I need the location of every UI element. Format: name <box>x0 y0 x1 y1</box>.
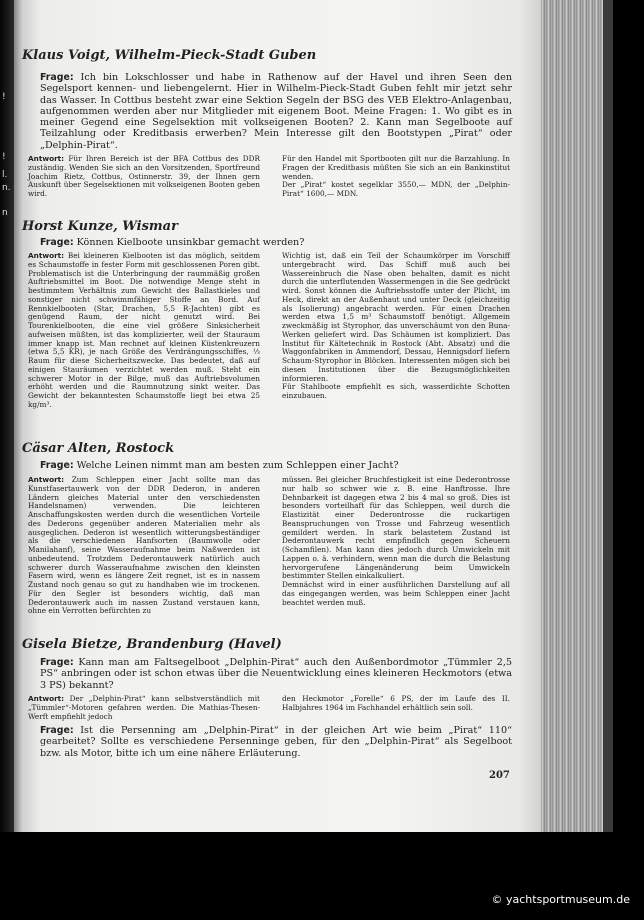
question-label: Frage: <box>40 460 74 471</box>
page-number: 207 <box>489 770 510 781</box>
answer-label: Antwort: <box>28 251 65 260</box>
left-margin-fragment: n. <box>2 183 11 193</box>
question-label: Frage: <box>40 237 74 248</box>
question-body: Ist die Persenning am „Delphin-Pirat“ in der gleichen Art wie beim „Pirat“ 110“ gearbeitet? Sollte es verschiedene Persenninge geben, für den „Delphin-Pirat“ als Segelboot bzw. als Motor, bitte ich um eine nähere Erläuterung. <box>40 725 512 759</box>
answer-right-column: müssen. Bei gleicher Bruchfestigkeit ist eine Dederontrosse nur halb so schwer wie z. B. eine Hanftrosse. Ihre Dehnbarkeit ist dagegen etwa 2 bis 4 mal so groß. Dies ist besonders vorteilhaft für das Schleppen, weil durch die Elastizität einer Dederontrosse die ruckartigen Beanspruchungen von Trosse und Fahrzeug wesentlich gemildert werden. In stark belastetem Zustand ist Dederontauwerk recht empfindlich gegen Scheuern (Schamfilen). Man kann dies jedoch durch Umwickeln mit Lappen o. ä. verhindern, wenn man die durch die Belastung hervorgerufene Längenänderung beim Umwickeln bestimmter Stellen einkalkuliert. Demnächst wird in einer ausführlichen Darstellung auf all das eingegangen werden, was beim Schleppen einer Jacht beachtet werden muß. <box>282 475 510 607</box>
answer-body: Für Ihren Bereich ist der BFA Cottbus des DDR zuständig. Wenden Sie sich an den Vorsitzenden, Sportfreund Joachim Rietz, Cottbus, Ostinnerstr. 39, der Ihnen gern Auskunft über Segelsektionen mit volkseigenen Booten geben wird. <box>28 154 260 198</box>
answer-left-column <box>28 695 260 721</box>
page-edges-stack <box>541 0 603 832</box>
question-text <box>40 460 512 471</box>
answer-label: Antwort: <box>28 154 65 163</box>
question-text <box>40 725 512 759</box>
answer-right-column: Wichtig ist, daß ein Teil der Schaumkörper im Vorschiff untergebracht wird. Das Schiff muß auch bei Wassereinbruch die Nase oben behalten, damit es nicht durch die unterflutenden Wassermengen in die See gedrückt wird. Sonst können die Auftriebsstoffe unter der Plicht, im Heck, direkt an der Außenhaut und unter Deck (gleichzeitig als Isolierung) angebracht werden. Für einen Drachen werden etwa 1,5 m³ Schaumstoff benötigt. Allgemein zweckmäßig ist Styrophor, das unverschäumt von den Buna-Werken geliefert wird. Das Schäumen ist kompliziert. Das Institut für Kältetechnik in Rostock (Abt. Absatz) und die Waggonfabriken in Ammendorf, Dessau, Hennigsdorf liefern Schaum-Styrophor in Blöcken. Interessenten mögen sich bei diesen Institutionen über die Bezugsmöglichkeiten informieren. Für Stahlboote empfiehlt es sich, wasserdichte Schotten einzubauen. <box>282 251 510 400</box>
page-left-shadow <box>0 0 14 832</box>
question-text <box>40 72 512 151</box>
question-text <box>40 657 512 691</box>
question-body: Können Kielboote unsinkbar gemacht werden? <box>73 237 305 248</box>
left-margin-fragment: ! <box>2 152 6 162</box>
answer-left-column <box>28 252 260 410</box>
section-header: Cäsar Alten, Rostock <box>22 441 175 456</box>
question-body: Welche Leinen nimmt man am besten zum Schleppen einer Jacht? <box>73 460 399 471</box>
copyright-watermark: © yachtsportmuseum.de <box>491 893 630 906</box>
book-binding <box>603 0 613 832</box>
question-label: Frage: <box>40 657 74 668</box>
question-text <box>40 237 512 248</box>
section-header: Horst Kunze, Wismar <box>22 219 178 234</box>
question-body: Ich bin Lokschlosser und habe in Rathenow auf der Havel und ihren Seen den Segelsport kennen- und liebengelernt. Hier in Wilhelm-Pieck-Stadt Guben fehlt mir jetzt sehr das Wasser. In Cottbus besteht zwar eine Sektion Segeln der BSG des VEB Elektro-Anlagenbau, aufgenommen werden aber nur Mitglieder mit eigenem Boot. Meine Fragen: 1. Wo gibt es in meiner Gegend eine Segelsektion mit volkseigenen Booten? 2. Kann man Segelboote auf Teilzahlung oder Kreditbasis erwerben? Mein Interesse gilt den Bootstypen „Pirat“ oder „Delphin-Pirat“. <box>40 72 512 151</box>
answer-right-column: Für den Handel mit Sportbooten gilt nur die Barzahlung. In Fragen der Kreditbasis müßten Sie sich an ein Bankinstitut wenden. Der „Pirat“ kostet segelklar 3550,— MDN, der „Delphin-Pirat“ 1600,— MDN. <box>282 154 510 198</box>
answer-label: Antwort: <box>28 694 65 703</box>
question-body: Kann man am Faltsegelboot „Delphin-Pirat“ auch den Außenbordmotor „Tümmler 2,5 PS“ anbringen oder ist schon etwas über die Neuentwicklung eines kleineren Heckmotors (etwa 3 PS) bekannt? <box>40 657 512 691</box>
question-label: Frage: <box>40 72 74 83</box>
answer-body: Der „Delphin-Pirat“ kann selbstverständlich mit „Tümmler“-Motoren gefahren werden. Die Mathias-Thesen-Werft empfiehlt jedoch <box>28 694 260 721</box>
answer-left-column <box>28 155 260 199</box>
section-header: Klaus Voigt, Wilhelm-Pieck-Stadt Guben <box>22 48 317 63</box>
left-margin-fragment: ! <box>2 92 6 102</box>
left-margin-fragment: n <box>2 208 8 218</box>
answer-body: Zum Schleppen einer Jacht sollte man das Kunstfasertauwerk von der DDR Dederon, in anderen Ländern gleiches Material unter den verschiedensten Handelsnamen) verwenden. Die leichteren Anschaffungskosten werden durch die wesentlichen Vorteile des Dederons gegenüber anderen Materialien mehr als ausgeglichen. Dederon ist wesentlich witterungsbeständiger als die verschiedenen Hanfsorten (Baumwolle oder Manilahanf), seine Wasseraufnahme beim Naßwerden ist unbedeutend. Trotzdem Dederontauwerk natürlich auch schwerer durch Wasseraufnahme zwischen den kleinsten Fasern wird, wenn es längere Zeit regnet, ist es in nassem Zustand noch genau so gut zu handhaben wie im trockenen. Für den Segler ist besonders wichtig, daß man Dederontauwerk auch im nassen Zustand verstauen kann, ohne ein Verrotten befürchten zu <box>28 475 260 616</box>
answer-label: Antwort: <box>28 475 65 484</box>
answer-left-column <box>28 476 260 616</box>
left-margin-fragment: l. <box>2 170 8 180</box>
answer-right-column: den Heckmotor „Forelle“ 6 PS, der im Laufe des II. Halbjahres 1964 im Fachhandel erhältlich sein soll. <box>282 694 510 712</box>
section-header: Gisela Bietze, Brandenburg (Havel) <box>22 637 282 652</box>
question-label: Frage: <box>40 725 74 736</box>
answer-body: Bei kleineren Kielbooten ist das möglich, seitdem es Schaumstoffe in fester Form mit geschlossenen Poren gibt. Problematisch ist die Unterbringung der raummäßig großen Auftriebsmittel im Boot. Die notwendige Menge steht in bestimmtem Verhältnis zum Gewicht des Ballastkieles und sonstiger nicht schwimmfähiger Stoffe an Bord. Auf Rennkielbooten (Star, Drachen, 5,5 R-Jachten) gibt es genügend Raum, der nicht genutzt wird. Bei Tourenkielbooten, die eine viel größere Sinksicherheit aufweisen müßten, ist das komplizierter, weil der Stauraum immer knapp ist. Man rechnet auf kleinen Küstenkreuzern (etwa 5,5 KR), je nach Größe des Verdrängungsschiffes, ⅓ Raum für diese Sicherheitszwecke. Das bedeutet, daß auf einigen Stauräumen verzichtet werden muß. Steht ein schwerer Motor in der Bilge, muß das Auftriebsvolumen erhöht werden und die Raumnutzung sinkt weiter. Das Gewicht der bekanntesten Schaumstoffe liegt bei etwa 25 kg/m³. <box>28 251 260 409</box>
